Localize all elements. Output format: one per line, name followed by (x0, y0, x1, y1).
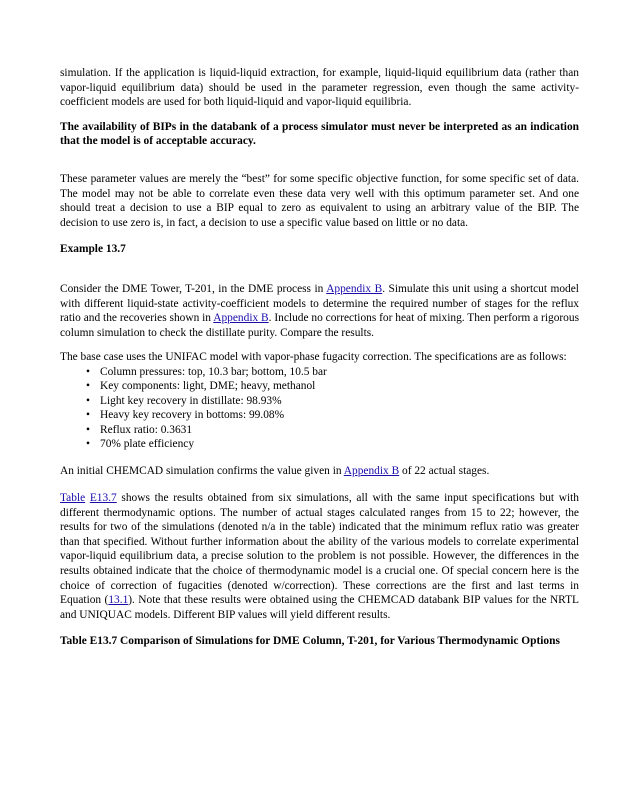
example-text-2: . Simulate this unit using a shortcut model with different liquid-state activity-coefficient models to determine the required number of stages for the reflux ratio and the recoveries shown in (60, 282, 579, 325)
paragraph-example-problem (60, 282, 579, 340)
list-item: • Light key recovery in distillate: 98.93% (86, 394, 282, 407)
bullet-icon: • (86, 437, 90, 450)
equation-13-1-link[interactable]: 13.1 (108, 594, 129, 607)
list-item: • Heavy key recovery in bottoms: 99.08% (86, 409, 285, 422)
results-text-1: shows the results obtained from six simulations, all with the same input specifications but with different thermodynamic options. The number of actual stages calculated ranges from 15 to 22; however, the results for two of the simulations (denoted n/a in the table) indicated that the minimum reflux ratio was greater than that specified. Without further information about the ability of the various models to correlate experimental vapor-liquid equilibrium data, a precise solution to the problem is not possible. However, the differences in the results obtained indicate that the choice of thermodynamic model is a crucial one. Of special concern here is the choice of correction of fugacities (denoted w/correction). These corrections are the first and last terms in Equation ( (60, 491, 579, 607)
example-text-1: Consider the DME Tower, T-201, in the DME process in (60, 282, 327, 295)
table-link[interactable]: Table (60, 491, 86, 504)
appendix-b-link[interactable]: Appendix B (343, 465, 400, 478)
bullet-icon: • (86, 380, 90, 393)
paragraph-base-case: The base case uses the UNIFAC model with vapor-phase fugacity correction. The specifications are as follows: (60, 351, 567, 364)
bullet-icon: • (86, 394, 90, 407)
table-e13-7-link[interactable]: E13.7 (89, 491, 117, 504)
document-page (60, 66, 579, 649)
bullet-icon: • (86, 365, 90, 378)
paragraph-parameter-values: These parameter values are merely the “best” for some specific objective function, for some specific set of data. The model may not be able to correlate even these data very well with this optimum parameter set. And one should treat a decision to use a BIP equal to zero as equivalent to using an arbitrary value of the BIP. The decision to use zero is, in fact, a decision to use a specific value based on little or no data. (60, 172, 579, 229)
table-caption: Table E13.7 Comparison of Simulations for DME Column, T-201, for Various Thermodynamic Options (60, 635, 560, 648)
confirm-text-2: of 22 actual stages. (399, 465, 490, 478)
specifications-list (60, 365, 579, 451)
paragraph-results-discussion (60, 491, 579, 622)
confirm-text-1: An initial CHEMCAD simulation confirms the value given in (60, 465, 344, 478)
bold-callout: The availability of BIPs in the databank of a process simulator must never be interpreted as an indication that the model is of acceptable accuracy. (60, 120, 579, 148)
list-item: • Column pressures: top, 10.3 bar; bottom, 10.5 bar (86, 365, 327, 378)
example-heading: Example 13.7 (60, 243, 126, 256)
paragraph-simulation-intro: simulation. If the application is liquid-liquid extraction, for example, liquid-liquid equilibrium data (rather than vapor-liquid equilibrium data) should be used in the parameter regression, even though the same activity-coefficient models are used for both liquid-liquid and vapor-liquid equilibria. (60, 67, 579, 109)
paragraph-chemcad-confirm (60, 464, 579, 479)
list-item: • Reflux ratio: 0.3631 (86, 423, 193, 436)
list-item: • 70% plate efficiency (86, 437, 195, 450)
list-item: • Key components: light, DME; heavy, methanol (86, 380, 316, 393)
appendix-b-link[interactable]: Appendix B (326, 282, 383, 295)
results-text-2: ). Note that these results were obtained using the CHEMCAD databank BIP values for the NRTL and UNIQUAC models. Different BIP values will yield different results. (60, 594, 579, 621)
appendix-b-link[interactable]: Appendix B (213, 312, 269, 325)
example-text-3: . Include no corrections for heat of mixing. Then perform a rigorous column simulation to check the distillate purity. Compare the results. (60, 312, 580, 339)
bullet-icon: • (86, 409, 90, 422)
bullet-icon: • (86, 423, 90, 436)
